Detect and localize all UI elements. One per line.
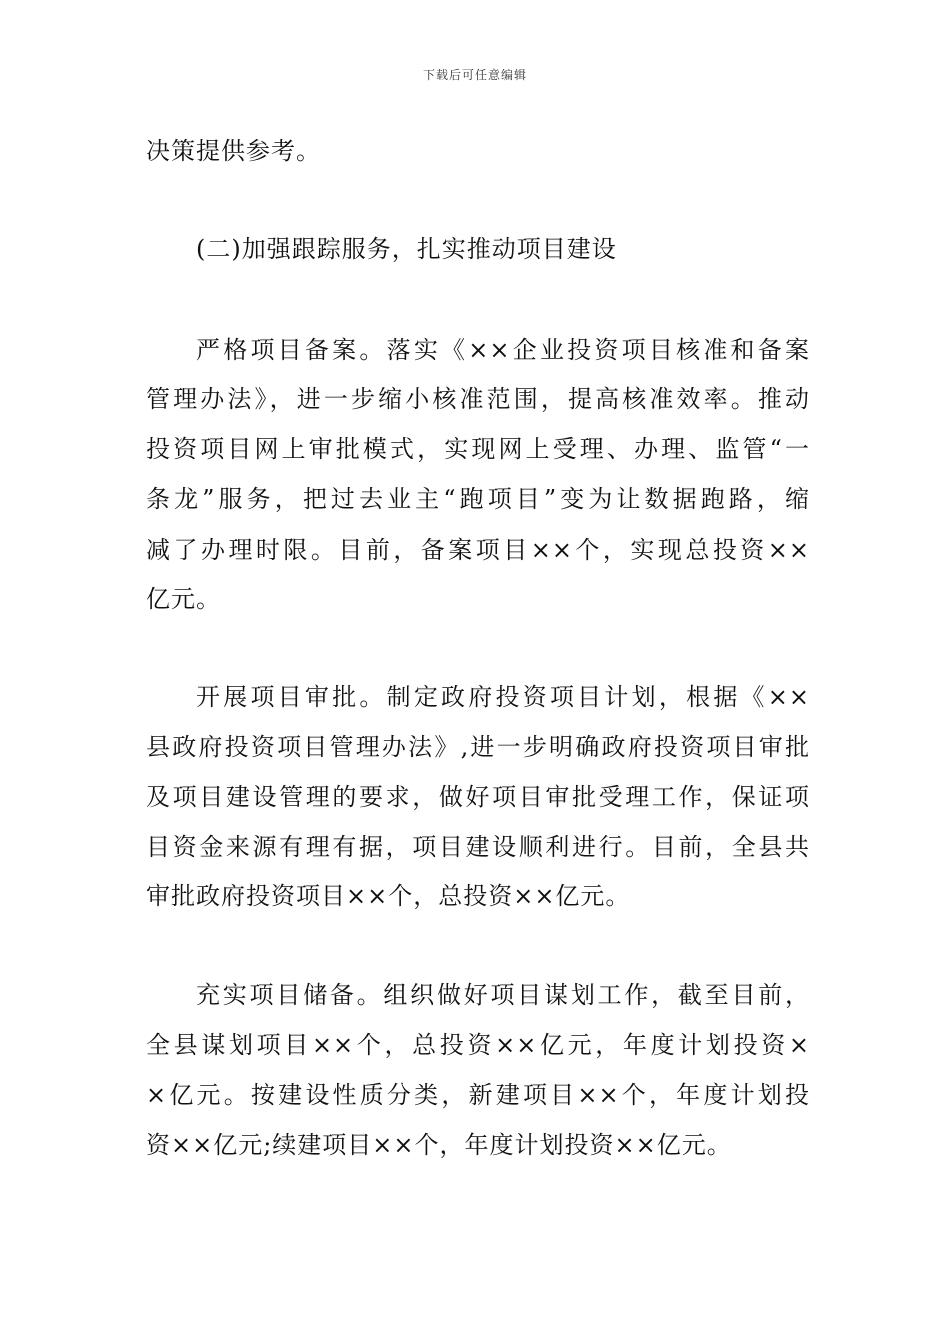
text-line: 全县谋划项目××个，总投资××亿元，年度计划投资×: [146, 1031, 810, 1059]
text-line: 资××亿元;续建项目××个，年度计划投资××亿元。: [146, 1131, 732, 1159]
text-line: 投资项目网上审批模式，实现网上受理、办理、监管“一: [146, 435, 810, 463]
text-line: 县政府投资项目管理办法》,进一步明确政府投资项目审批: [146, 733, 810, 761]
header-note: 下载后可任意编辑: [422, 68, 527, 82]
text-line: ×亿元。按建设性质分类，新建项目××个，年度计划投: [146, 1081, 810, 1109]
text-line: 目资金来源有理有据，项目建设顺利进行。目前，全县共: [146, 833, 810, 861]
text-line: 决策提供参考。: [146, 137, 321, 165]
text-line: 严格项目备案。落实《××企业投资项目核准和备案: [196, 336, 810, 364]
text-line: 充实项目储备。组织做好项目谋划工作，截至目前，: [196, 981, 810, 1009]
text-line: 及项目建设管理的要求，做好项目审批受理工作，保证项: [146, 783, 810, 811]
text-line: 开展项目审批。制定政府投资项目计划，根据《××: [196, 683, 810, 711]
text-line: 管理办法》，进一步缩小核准范围，提高核准效率。推动: [146, 385, 810, 413]
text-line: 减了办理时限。目前，备案项目××个，实现总投资××: [146, 536, 810, 564]
text-line: 条龙”服务，把过去业主“跑项目”变为让数据跑路，缩: [146, 485, 810, 513]
text-line: 亿元。: [146, 585, 221, 613]
text-line: 审批政府投资项目××个，总投资××亿元。: [146, 882, 631, 910]
section-heading: (二)加强跟踪服务，扎实推动项目建设: [196, 235, 617, 263]
